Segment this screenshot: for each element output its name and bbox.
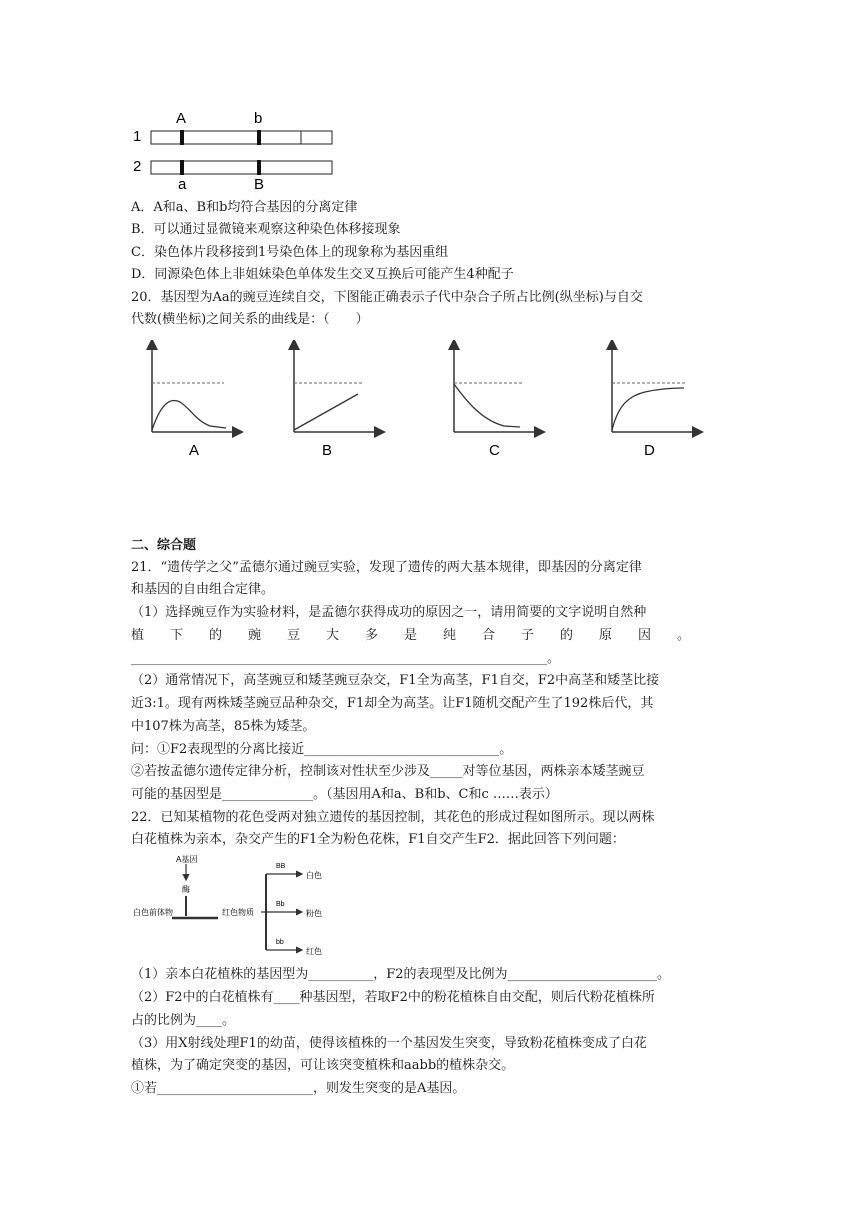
q21-line-8: 中107株为高茎，85株为矮茎。 (131, 719, 316, 734)
gene-label-b: b (254, 110, 263, 127)
q21-question-1[interactable]: 问：①F2表现型的分离比接近______________________________。 (131, 742, 513, 757)
gene-locus-B (257, 160, 261, 175)
q19-option-d: D．同源染色体上非姐妹染色单体发生交叉互换后可能产生4种配子 (131, 267, 514, 282)
red-substance-label: 红色物质 (222, 908, 254, 917)
gene-label-A: A (176, 110, 187, 127)
precursor-label: 白色前体物 (133, 908, 173, 917)
q21-question-2[interactable]: ②若按孟德尔遗传定律分析，控制该对性状至少涉及_____对等位基因，两株亲本矮茎豌豆 (131, 764, 645, 779)
gene-locus-A (180, 130, 184, 145)
curve-a (152, 400, 226, 430)
chromosome-2 (151, 161, 332, 174)
curve-b (294, 394, 358, 430)
genotype-Bb-label: Bb (276, 901, 285, 908)
gene-label-B: B (254, 176, 265, 190)
red-color-label: 红色 (306, 947, 322, 956)
q22-part-2[interactable]: （2）F2中的白花植株有____种基因型，若取F2中的粉花植株自由交配，则后代粉花植株所 (131, 990, 655, 1005)
q22-line-2: 白花植株为亲本，杂交产生的F1全为粉色花株，F1自交产生F2．据此回答下列问题： (131, 832, 625, 847)
graph-label-d: D (644, 442, 655, 459)
q20-graph-b (282, 340, 392, 460)
q19-option-b: B．可以通过显微镜来观察这种染色体移接现象 (131, 222, 401, 237)
q21-line-4: 植 下 的 豌 豆 大 多 是 纯 合 子 的 原 因 。 (131, 628, 691, 643)
pink-color-label: 粉色 (306, 909, 322, 918)
q21-line-2: 和基因的自由组合定律。 (131, 582, 275, 597)
q22-line-1: 22．已知某植物的花色受两对独立遗传的基因控制，其花色的形成过程如图所示。现以两株 (131, 810, 655, 825)
section-2-title: 二、综合题 (131, 538, 197, 553)
curve-d (612, 388, 684, 430)
q20-stem-line-2: 代数(横坐标)之间关系的曲线是：（ ） (131, 312, 369, 327)
graph-label-a: A (189, 442, 200, 459)
q19-option-c: C．染色体片段移接到1号染色体上的现象称为基因重组 (131, 245, 449, 260)
chromosome-1 (151, 131, 332, 144)
chromosome-figure (125, 108, 345, 190)
gene-locus-b (257, 130, 261, 145)
q20-graph-a (140, 340, 250, 460)
graph-label-b: B (322, 442, 333, 459)
q21-line-6: （2）通常情况下，高茎豌豆和矮茎豌豆杂交，F1全为高茎，F1自交，F2中高茎和矮茎比接 (131, 673, 660, 688)
q22-part-2-cont[interactable]: 占的比例为____。 (131, 1013, 236, 1028)
graph-label-c: C (489, 442, 500, 459)
gene-locus-a (180, 160, 184, 175)
curve-c (454, 384, 520, 427)
q22-part-3: （3）用X射线处理F1的幼苗，使得该植株的一个基因发生突变，导致粉花植株变成了白花 (131, 1036, 647, 1051)
q20-graph-c (442, 340, 552, 460)
q20-stem-line-1: 20．基因型为Aa的豌豆连续自交，下图能正确表示子代中杂合子所占比例(纵坐标)与自交 (131, 290, 643, 305)
gene-label-a: a (178, 176, 187, 190)
chromosome-row-label-2: 2 (133, 158, 142, 175)
q21-line-1: 21．“遗传学之父”孟德尔通过豌豆实验，发现了遗传的两大基本规律，即基因的分离定律 (131, 560, 642, 575)
q19-option-a: A．A和a、B和b均符合基因的分离定律 (131, 200, 358, 215)
q22-part-3-cont: 植株，为了确定突变的基因，可让该突变植株和aabb的植株杂交。 (131, 1058, 515, 1073)
white-color-label: 白色 (306, 871, 322, 880)
q21-question-2-cont[interactable]: 可能的基因型是______________。（基因用A和a、B和b、C和c ……表示） (131, 787, 558, 802)
q20-graph-d (600, 340, 710, 460)
q21-line-7: 近3:1。现有两株矮茎豌豆品种杂交，F1却全为高茎。让F1随机交配产生了192株后代，其 (131, 696, 654, 711)
gene-a-label: A基因 (176, 855, 198, 864)
q21-line-3: （1）选择豌豆作为实验材料，是孟德尔获得成功的原因之一，请用简要的文字说明自然种 (131, 605, 647, 620)
q22-part-3-question[interactable]: ①若________________________，则发生突变的是A基因。 (131, 1081, 466, 1096)
flower-color-pathway-diagram (130, 852, 350, 958)
enzyme-label: 酶 (182, 885, 190, 894)
q22-part-1[interactable]: （1）亲本白花植株的基因型为__________，F2的表现型及比例为_______________________。 (131, 967, 671, 982)
genotype-BB-label: BB (276, 863, 286, 870)
genotype-bb-label: bb (276, 939, 284, 946)
q21-answer-blank-1[interactable]: ________________________________________________________________。 (131, 651, 560, 666)
chromosome-row-label-1: 1 (133, 128, 142, 145)
